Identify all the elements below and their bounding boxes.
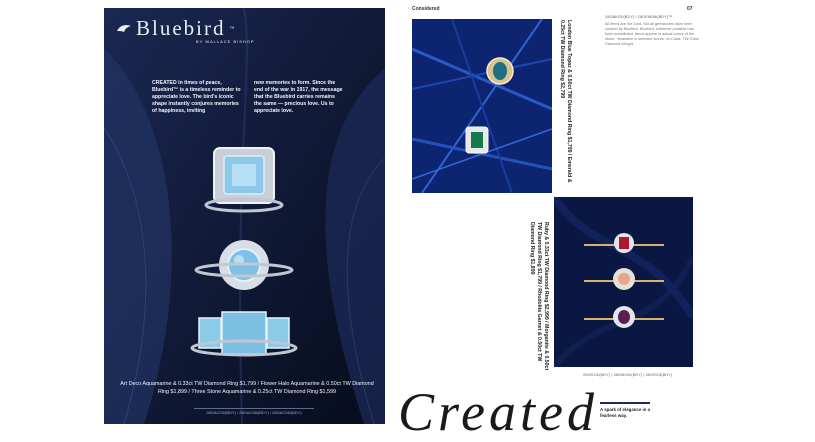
- photo1-skus: 28GBK03/(BDY) / 28GEM0B/(BDY)™: [605, 14, 673, 19]
- intro-text-column-1: CREATED in times of peace, Bluebird™ is a timeless reminder to appreciate love. The bird's iconic shape instantly conjures memories of happiness, inviting: [152, 80, 241, 114]
- photo-topaz-emerald-rings: [412, 19, 552, 193]
- left-page: [104, 8, 385, 424]
- emerald-ring: [466, 127, 488, 153]
- photo2-caption: Ruby & 0.33ct TW Diamond Ring $2,999 / Morganite & 0.50ct TW Diamond Ring $1,799 / Rhodolite Garnet & 0.50ct TW Diamond Ring $1,899: [529, 222, 549, 371]
- photo1-caption: London Blue Topaz & 0.50ct TW Diamond Ring $1,799 / Emerald & 0.25ct TW Diamond Ring $2,799: [559, 20, 572, 183]
- section-label: Considered: [412, 6, 440, 12]
- photo-ruby-morganite-garnet-rings: [554, 197, 693, 367]
- intro-text-column-2: new memories to form. Since the end of the war in 1917, the message that the Bluebird carries remains the same — precious love. Us to appreciate love.: [254, 80, 343, 114]
- london-blue-topaz-ring: [487, 58, 513, 84]
- trademark-symbol: ™: [229, 25, 235, 32]
- feather-photo-2: [554, 197, 693, 367]
- feather-photo-1: [412, 19, 552, 193]
- three-stone-aquamarine-ring: [192, 312, 296, 355]
- products-caption: Art Deco Aquamarine & 0.33ct TW Diamond Ring $1,799 / Flower Halo Aquamarine & 0.50ct TW Diamond Ring $1,899 / Three Stone Aquamarine & 0.25ct TW Diamond Ring $1,599: [120, 381, 374, 395]
- product-skus: 28GAC03/(BDY) / 28GAC08/(BDY) / 28GAC08/(BDY): [194, 408, 314, 415]
- flower-halo-aquamarine-ring: [196, 240, 292, 290]
- ring-stack-illustration: [104, 8, 385, 424]
- disclaimer-text: All items are 9ct Gold. Not all gemstones have been created by Bluebird. Bluebird, wherever possible has been substituted. Items appear in actual colour of the stone. *Available in selected stores. ct=Carat. TW=Total Diamond Weight.: [605, 22, 699, 46]
- tagline-divider: [600, 402, 650, 404]
- brand-subtitle: BY WALLACE BISHOP: [196, 39, 255, 44]
- page-number: 07: [687, 6, 693, 12]
- photo2-skus: 28GRZ3/(BDY) / 28GMGA/(BDY) / 28GRG3(BDY): [583, 372, 673, 377]
- created-title: Created: [398, 382, 598, 442]
- tagline: A spark of elegance in a fearless way.: [600, 407, 651, 418]
- art-deco-aquamarine-ring: [206, 148, 282, 211]
- brand-name: Bluebird: [136, 16, 226, 40]
